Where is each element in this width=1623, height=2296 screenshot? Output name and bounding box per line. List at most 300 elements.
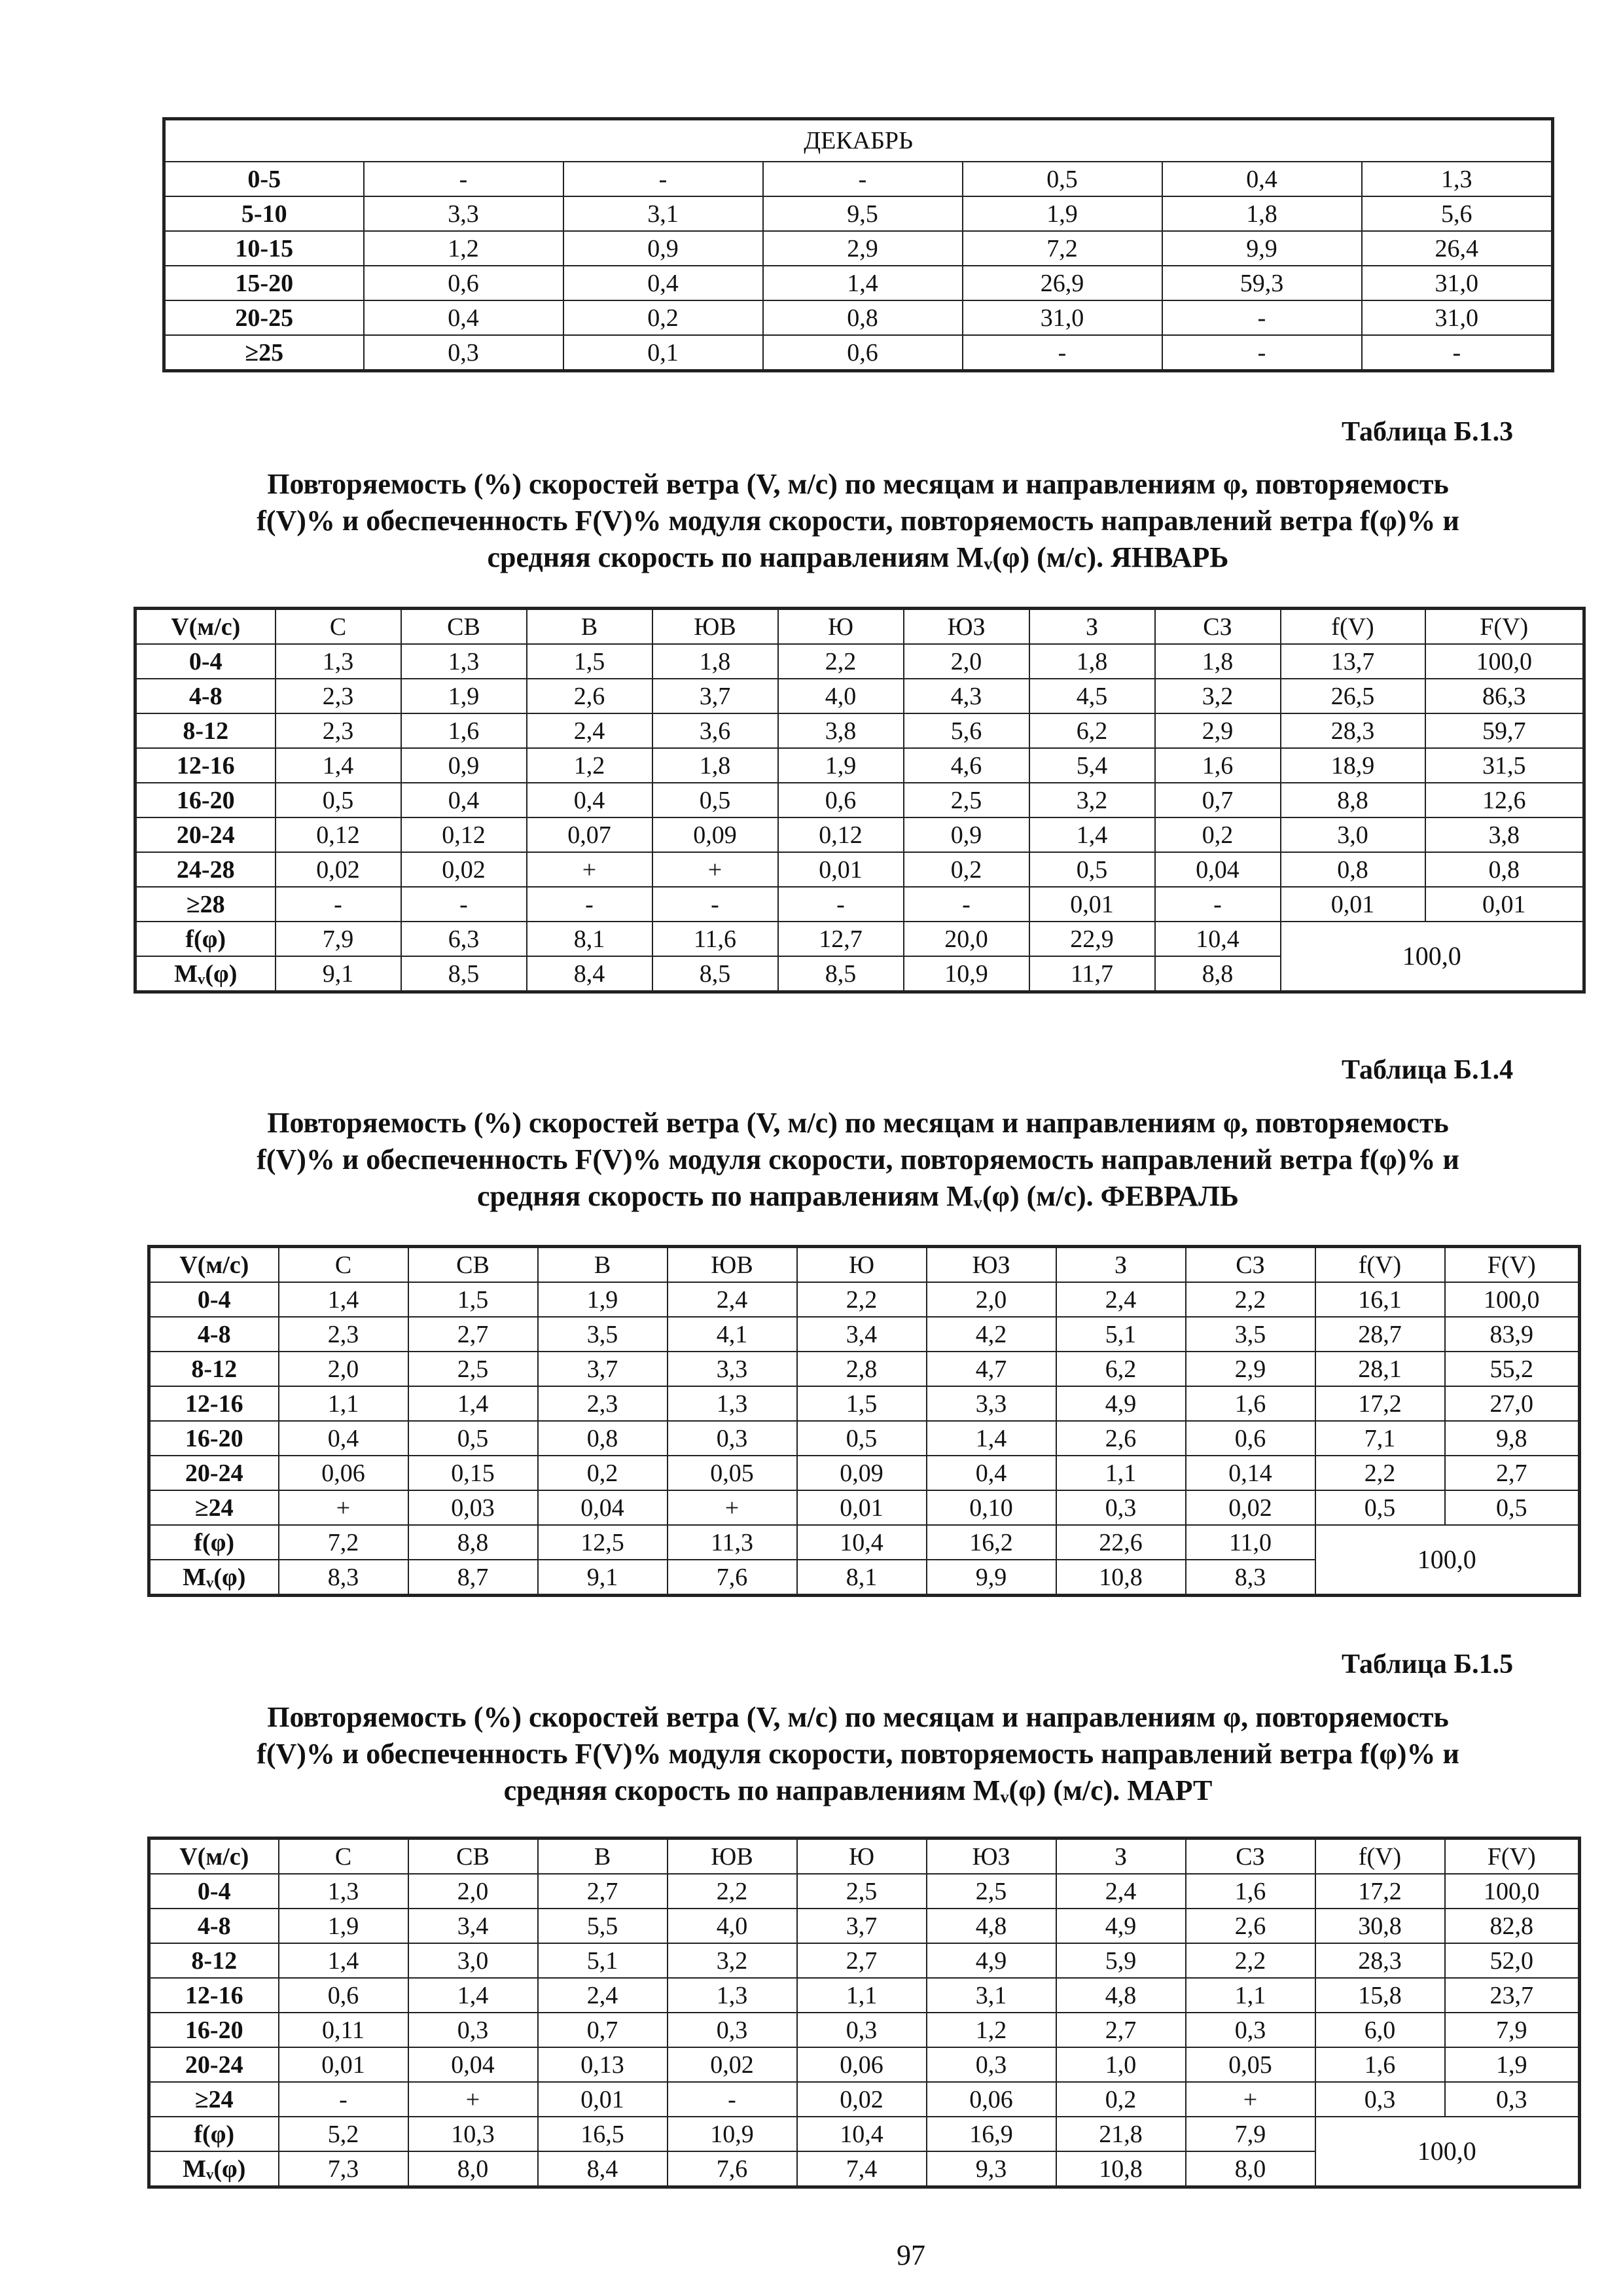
- value-cell: 3,4: [408, 1909, 538, 1943]
- column-header: ЮВ: [652, 609, 778, 645]
- value-cell: 2,9: [1155, 713, 1281, 748]
- value-cell: -: [279, 2082, 408, 2117]
- column-header: ЮВ: [668, 1247, 797, 1283]
- value-cell: -: [963, 335, 1162, 371]
- value-cell: 9,1: [276, 956, 401, 992]
- value-cell: -: [668, 2082, 797, 2117]
- row-label: f(φ): [149, 2117, 279, 2151]
- value-cell: 4,0: [778, 679, 904, 713]
- value-cell: 31,0: [1362, 300, 1553, 335]
- value-cell: 17,2: [1315, 1386, 1445, 1421]
- value-cell: 100,0: [1445, 1874, 1580, 1909]
- value-cell: 0,2: [904, 852, 1029, 887]
- value-cell: 0,04: [1155, 852, 1281, 887]
- value-cell: 0,01: [279, 2047, 408, 2082]
- value-cell: 1,4: [279, 1943, 408, 1978]
- value-cell: 13,7: [1281, 644, 1425, 679]
- value-cell: 0,6: [279, 1978, 408, 2013]
- value-cell: 1,6: [1186, 1874, 1315, 1909]
- column-header: ЮЗ: [904, 609, 1029, 645]
- table-row: [164, 162, 1553, 196]
- value-cell: 8,8: [1281, 783, 1425, 817]
- value-cell: 0,5: [408, 1421, 538, 1456]
- table-row: [149, 2047, 1580, 2082]
- value-cell: 7,1: [1315, 1421, 1445, 1456]
- title-line: f(V)% и обеспеченность F(V)% модуля скорости, повторяемость направлений ветра f(φ)% и: [257, 1738, 1459, 1770]
- value-cell: 2,7: [797, 1943, 927, 1978]
- value-cell: 6,0: [1315, 2013, 1445, 2047]
- value-cell: 1,5: [527, 644, 652, 679]
- value-cell: 1,3: [276, 644, 401, 679]
- value-cell: 8,1: [797, 1560, 927, 1596]
- value-cell: 1,9: [538, 1282, 668, 1317]
- value-cell: 0,3: [927, 2047, 1056, 2082]
- value-cell: 0,05: [1186, 2047, 1315, 2082]
- column-header: V(м/с): [149, 1247, 279, 1283]
- title-line: средняя скорость по направлениям Mᵥ(φ) (м/с). ЯНВАРЬ: [487, 541, 1229, 573]
- value-cell: 59,7: [1425, 713, 1584, 748]
- total-cell: 100,0: [1281, 922, 1584, 992]
- value-cell: 7,2: [963, 231, 1162, 266]
- value-cell: 12,6: [1425, 783, 1584, 817]
- value-cell: -: [763, 162, 963, 196]
- row-label: Mᵥ(φ): [149, 1560, 279, 1596]
- value-cell: 5,6: [1362, 196, 1553, 231]
- value-cell: 3,7: [538, 1352, 668, 1386]
- value-cell: 1,9: [1445, 2047, 1580, 2082]
- column-header: V(м/с): [135, 609, 276, 645]
- speed-range-cell: 16-20: [135, 783, 276, 817]
- value-cell: 8,4: [527, 956, 652, 992]
- value-cell: 3,1: [927, 1978, 1056, 2013]
- speed-range-cell: 0-4: [149, 1282, 279, 1317]
- column-header: С: [276, 609, 401, 645]
- value-cell: 7,6: [668, 1560, 797, 1596]
- value-cell: 1,2: [364, 231, 563, 266]
- table-row: [149, 1874, 1580, 1909]
- table-row: [135, 713, 1584, 748]
- value-cell: 3,1: [563, 196, 763, 231]
- table-row: [164, 300, 1553, 335]
- value-cell: 4,3: [904, 679, 1029, 713]
- value-cell: 0,10: [927, 1490, 1056, 1525]
- value-cell: 0,8: [1425, 852, 1584, 887]
- value-cell: 0,3: [1056, 1490, 1186, 1525]
- value-cell: 31,0: [963, 300, 1162, 335]
- column-header: З: [1056, 1247, 1186, 1283]
- speed-range-cell: 20-24: [149, 1456, 279, 1490]
- value-cell: +: [408, 2082, 538, 2117]
- value-cell: 0,3: [1186, 2013, 1315, 2047]
- value-cell: 2,6: [1186, 1909, 1315, 1943]
- value-cell: 3,0: [408, 1943, 538, 1978]
- column-header: СВ: [408, 1839, 538, 1874]
- value-cell: 3,2: [1155, 679, 1281, 713]
- speed-range-cell: ≥24: [149, 1490, 279, 1525]
- table-row: [149, 1386, 1580, 1421]
- title-line: f(V)% и обеспеченность F(V)% модуля скорости, повторяемость направлений ветра f(φ)% и: [257, 505, 1459, 537]
- value-cell: +: [279, 1490, 408, 1525]
- value-cell: 0,15: [408, 1456, 538, 1490]
- value-cell: 2,7: [1445, 1456, 1580, 1490]
- value-cell: 4,2: [927, 1317, 1056, 1352]
- value-cell: 0,1: [563, 335, 763, 371]
- december-caption: ДЕКАБРЬ: [164, 119, 1553, 162]
- value-cell: 0,02: [797, 2082, 927, 2117]
- value-cell: 0,6: [763, 335, 963, 371]
- value-cell: -: [778, 887, 904, 922]
- value-cell: 0,3: [668, 2013, 797, 2047]
- value-cell: 59,3: [1162, 266, 1362, 300]
- value-cell: 0,3: [797, 2013, 927, 2047]
- value-cell: 0,12: [401, 817, 527, 852]
- value-cell: 7,3: [279, 2151, 408, 2187]
- value-cell: 26,5: [1281, 679, 1425, 713]
- value-cell: 0,4: [1162, 162, 1362, 196]
- value-cell: 16,2: [927, 1525, 1056, 1560]
- value-cell: 0,8: [538, 1421, 668, 1456]
- value-cell: 2,0: [927, 1282, 1056, 1317]
- table-row: [149, 1490, 1580, 1525]
- value-cell: 1,5: [797, 1386, 927, 1421]
- value-cell: 0,01: [1281, 887, 1425, 922]
- value-cell: 0,6: [364, 266, 563, 300]
- value-cell: -: [1155, 887, 1281, 922]
- value-cell: 0,4: [527, 783, 652, 817]
- speed-range-cell: 20-25: [164, 300, 364, 335]
- value-cell: 0,5: [652, 783, 778, 817]
- value-cell: 7,2: [279, 1525, 408, 1560]
- value-cell: 5,1: [538, 1943, 668, 1978]
- value-cell: 100,0: [1425, 644, 1584, 679]
- value-cell: 18,9: [1281, 748, 1425, 783]
- value-cell: +: [652, 852, 778, 887]
- speed-range-cell: 8-12: [135, 713, 276, 748]
- value-cell: 6,3: [401, 922, 527, 956]
- value-cell: 1,9: [778, 748, 904, 783]
- value-cell: 10,8: [1056, 1560, 1186, 1596]
- table-row: [149, 1456, 1580, 1490]
- value-cell: 0,3: [668, 1421, 797, 1456]
- value-cell: 5,6: [904, 713, 1029, 748]
- value-cell: 10,3: [408, 2117, 538, 2151]
- value-cell: 1,0: [1056, 2047, 1186, 2082]
- value-cell: 8,5: [401, 956, 527, 992]
- value-cell: 2,4: [1056, 1282, 1186, 1317]
- value-cell: 10,9: [904, 956, 1029, 992]
- value-cell: 3,6: [652, 713, 778, 748]
- value-cell: 1,4: [276, 748, 401, 783]
- value-cell: 2,3: [276, 713, 401, 748]
- row-label: Mᵥ(φ): [135, 956, 276, 992]
- value-cell: 1,4: [1029, 817, 1155, 852]
- value-cell: 0,9: [904, 817, 1029, 852]
- table-row: [135, 748, 1584, 783]
- header-row: [149, 1247, 1580, 1283]
- value-cell: 2,4: [1056, 1874, 1186, 1909]
- value-cell: 4,6: [904, 748, 1029, 783]
- value-cell: 5,4: [1029, 748, 1155, 783]
- value-cell: 22,6: [1056, 1525, 1186, 1560]
- value-cell: 9,9: [1162, 231, 1362, 266]
- table-row: [149, 1421, 1580, 1456]
- column-header: Ю: [778, 609, 904, 645]
- value-cell: 15,8: [1315, 1978, 1445, 2013]
- value-cell: 0,6: [1186, 1421, 1315, 1456]
- value-cell: 82,8: [1445, 1909, 1580, 1943]
- value-cell: 8,0: [1186, 2151, 1315, 2187]
- column-header: f(V): [1315, 1247, 1445, 1283]
- value-cell: 0,01: [538, 2082, 668, 2117]
- value-cell: 3,4: [797, 1317, 927, 1352]
- december-table: [162, 117, 1554, 372]
- row-label: Mᵥ(φ): [149, 2151, 279, 2187]
- value-cell: 0,01: [1425, 887, 1584, 922]
- value-cell: 1,1: [797, 1978, 927, 2013]
- speed-range-cell: 15-20: [164, 266, 364, 300]
- value-cell: 0,2: [1155, 817, 1281, 852]
- value-cell: 1,8: [1029, 644, 1155, 679]
- value-cell: 0,12: [778, 817, 904, 852]
- column-header: f(V): [1281, 609, 1425, 645]
- value-cell: 9,9: [927, 1560, 1056, 1596]
- title-line: средняя скорость по направлениям Mᵥ(φ) (м/с). МАРТ: [503, 1774, 1213, 1806]
- value-cell: 1,9: [401, 679, 527, 713]
- value-cell: 3,3: [668, 1352, 797, 1386]
- title-line: средняя скорость по направлениям Mᵥ(φ) (м/с). ФЕВРАЛЬ: [476, 1180, 1240, 1212]
- table-row: [135, 644, 1584, 679]
- value-cell: 3,7: [652, 679, 778, 713]
- value-cell: 0,05: [668, 1456, 797, 1490]
- table-row: [149, 1909, 1580, 1943]
- value-cell: 1,1: [1186, 1978, 1315, 2013]
- speed-range-cell: 8-12: [149, 1352, 279, 1386]
- speed-range-cell: 16-20: [149, 2013, 279, 2047]
- value-cell: 2,7: [1056, 2013, 1186, 2047]
- value-cell: 0,09: [652, 817, 778, 852]
- direction-frequency-row: [149, 1525, 1580, 1560]
- speed-range-cell: 4-8: [135, 679, 276, 713]
- value-cell: 1,2: [927, 2013, 1056, 2047]
- value-cell: 3,3: [364, 196, 563, 231]
- value-cell: +: [527, 852, 652, 887]
- page-number: 97: [897, 2239, 925, 2271]
- speed-range-cell: ≥24: [149, 2082, 279, 2117]
- speed-range-cell: 4-8: [149, 1317, 279, 1352]
- value-cell: 0,2: [538, 1456, 668, 1490]
- column-header: СВ: [401, 609, 527, 645]
- title-line: Повторяемость (%) скоростей ветра (V, м/с) по месяцам и направлениям φ, повторяемость: [267, 1701, 1449, 1733]
- value-cell: -: [904, 887, 1029, 922]
- value-cell: 3,5: [538, 1317, 668, 1352]
- column-header: З: [1056, 1839, 1186, 1874]
- value-cell: 5,1: [1056, 1317, 1186, 1352]
- value-cell: 26,4: [1362, 231, 1553, 266]
- value-cell: 2,5: [904, 783, 1029, 817]
- value-cell: 1,1: [279, 1386, 408, 1421]
- value-cell: 1,1: [1056, 1456, 1186, 1490]
- value-cell: 4,7: [927, 1352, 1056, 1386]
- value-cell: 1,9: [279, 1909, 408, 1943]
- value-cell: 1,3: [668, 1978, 797, 2013]
- value-cell: 4,8: [927, 1909, 1056, 1943]
- speed-range-cell: 0-4: [149, 1874, 279, 1909]
- value-cell: 31,5: [1425, 748, 1584, 783]
- value-cell: 0,01: [778, 852, 904, 887]
- value-cell: 2,2: [1186, 1943, 1315, 1978]
- value-cell: 2,3: [279, 1317, 408, 1352]
- column-header: З: [1029, 609, 1155, 645]
- table-row: [135, 852, 1584, 887]
- table-row: [149, 2082, 1580, 2117]
- column-header: F(V): [1445, 1839, 1580, 1874]
- value-cell: 2,8: [797, 1352, 927, 1386]
- value-cell: 0,5: [1445, 1490, 1580, 1525]
- value-cell: 0,13: [538, 2047, 668, 2082]
- value-cell: 1,8: [1155, 644, 1281, 679]
- value-cell: 2,0: [279, 1352, 408, 1386]
- value-cell: 3,8: [1425, 817, 1584, 852]
- header-row: [149, 1839, 1580, 1874]
- column-header: СЗ: [1186, 1839, 1315, 1874]
- table-row: [149, 1978, 1580, 2013]
- value-cell: 4,9: [1056, 1386, 1186, 1421]
- value-cell: 11,0: [1186, 1525, 1315, 1560]
- table-row: [164, 266, 1553, 300]
- value-cell: 0,11: [279, 2013, 408, 2047]
- value-cell: 0,03: [408, 1490, 538, 1525]
- column-header: СЗ: [1155, 609, 1281, 645]
- table-title-feb: [131, 1105, 1585, 1215]
- value-cell: 55,2: [1445, 1352, 1580, 1386]
- value-cell: 2,0: [408, 1874, 538, 1909]
- speed-range-cell: 10-15: [164, 231, 364, 266]
- value-cell: 0,3: [1445, 2082, 1580, 2117]
- value-cell: 2,4: [538, 1978, 668, 2013]
- value-cell: 16,9: [927, 2117, 1056, 2151]
- title-line: Повторяемость (%) скоростей ветра (V, м/с) по месяцам и направлениям φ, повторяемость: [267, 468, 1449, 500]
- value-cell: 0,2: [563, 300, 763, 335]
- speed-range-cell: 24-28: [135, 852, 276, 887]
- total-cell: 100,0: [1315, 1525, 1580, 1596]
- value-cell: 3,7: [797, 1909, 927, 1943]
- column-header: Ю: [797, 1839, 927, 1874]
- value-cell: 0,3: [1315, 2082, 1445, 2117]
- value-cell: 28,3: [1315, 1943, 1445, 1978]
- value-cell: 2,5: [927, 1874, 1056, 1909]
- value-cell: 16,5: [538, 2117, 668, 2151]
- table-row: [149, 1282, 1580, 1317]
- title-line: Повторяемость (%) скоростей ветра (V, м/с) по месяцам и направлениям φ, повторяемость: [267, 1107, 1449, 1139]
- value-cell: 4,1: [668, 1317, 797, 1352]
- value-cell: 8,8: [408, 1525, 538, 1560]
- value-cell: 0,02: [668, 2047, 797, 2082]
- column-header: СЗ: [1186, 1247, 1315, 1283]
- value-cell: 5,5: [538, 1909, 668, 1943]
- value-cell: 27,0: [1445, 1386, 1580, 1421]
- value-cell: 8,3: [279, 1560, 408, 1596]
- value-cell: 12,5: [538, 1525, 668, 1560]
- value-cell: -: [563, 162, 763, 196]
- value-cell: 7,6: [668, 2151, 797, 2187]
- table-row: [164, 196, 1553, 231]
- value-cell: 0,06: [279, 1456, 408, 1490]
- value-cell: 0,8: [763, 300, 963, 335]
- row-label: f(φ): [149, 1525, 279, 1560]
- value-cell: 8,0: [408, 2151, 538, 2187]
- value-cell: 4,8: [1056, 1978, 1186, 2013]
- value-cell: 2,3: [538, 1386, 668, 1421]
- value-cell: 6,2: [1029, 713, 1155, 748]
- value-cell: 8,1: [527, 922, 652, 956]
- value-cell: 11,7: [1029, 956, 1155, 992]
- table-title-mar: [131, 1699, 1585, 1809]
- value-cell: +: [1186, 2082, 1315, 2117]
- column-header: С: [279, 1839, 408, 1874]
- value-cell: 7,9: [1186, 2117, 1315, 2151]
- value-cell: 2,2: [1315, 1456, 1445, 1490]
- column-header: ЮВ: [668, 1839, 797, 1874]
- speed-range-cell: 0-4: [135, 644, 276, 679]
- value-cell: 11,6: [652, 922, 778, 956]
- value-cell: 4,5: [1029, 679, 1155, 713]
- value-cell: 16,1: [1315, 1282, 1445, 1317]
- value-cell: 0,14: [1186, 1456, 1315, 1490]
- value-cell: 1,4: [408, 1386, 538, 1421]
- direction-frequency-row: [149, 2117, 1580, 2151]
- value-cell: 1,6: [1155, 748, 1281, 783]
- speed-range-cell: 12-16: [135, 748, 276, 783]
- table-row: [149, 1317, 1580, 1352]
- value-cell: 0,02: [1186, 1490, 1315, 1525]
- value-cell: 0,7: [538, 2013, 668, 2047]
- february-table: [147, 1245, 1581, 1597]
- value-cell: 1,4: [408, 1978, 538, 2013]
- value-cell: 2,7: [408, 1317, 538, 1352]
- table-row: [135, 817, 1584, 852]
- value-cell: 1,6: [401, 713, 527, 748]
- value-cell: 2,7: [538, 1874, 668, 1909]
- value-cell: -: [276, 887, 401, 922]
- column-header: ЮЗ: [927, 1247, 1056, 1283]
- value-cell: 8,5: [652, 956, 778, 992]
- speed-range-cell: 12-16: [149, 1978, 279, 2013]
- value-cell: 2,2: [797, 1282, 927, 1317]
- value-cell: 10,4: [1155, 922, 1281, 956]
- value-cell: 2,4: [668, 1282, 797, 1317]
- value-cell: 0,5: [276, 783, 401, 817]
- title-line: f(V)% и обеспеченность F(V)% модуля скорости, повторяемость направлений ветра f(φ)% и: [257, 1143, 1459, 1175]
- value-cell: 0,01: [797, 1490, 927, 1525]
- value-cell: -: [1362, 335, 1553, 371]
- direction-frequency-row: [135, 922, 1584, 956]
- value-cell: 3,2: [668, 1943, 797, 1978]
- value-cell: 3,3: [927, 1386, 1056, 1421]
- value-cell: 1,4: [279, 1282, 408, 1317]
- value-cell: 8,3: [1186, 1560, 1315, 1596]
- value-cell: 0,5: [1029, 852, 1155, 887]
- value-cell: -: [1162, 335, 1362, 371]
- column-header: В: [538, 1247, 668, 1283]
- value-cell: 7,9: [276, 922, 401, 956]
- value-cell: 2,6: [527, 679, 652, 713]
- value-cell: 1,4: [763, 266, 963, 300]
- value-cell: 30,8: [1315, 1909, 1445, 1943]
- value-cell: 28,1: [1315, 1352, 1445, 1386]
- value-cell: -: [527, 887, 652, 922]
- value-cell: 0,8: [1281, 852, 1425, 887]
- value-cell: 21,8: [1056, 2117, 1186, 2151]
